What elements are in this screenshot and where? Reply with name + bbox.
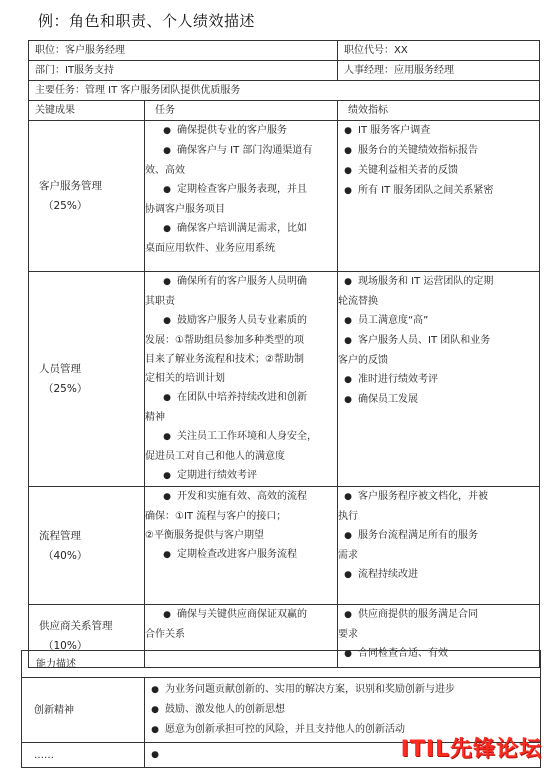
outcome-weight: （10%） xyxy=(43,640,88,652)
bullet-icon: ● xyxy=(163,126,171,136)
header-task: 任务 xyxy=(155,105,175,116)
task-item xyxy=(145,625,337,644)
main-task: 主要任务：管理 IT 客户服务团队提供优质服务 xyxy=(35,85,241,96)
bullet-icon: ● xyxy=(344,277,352,287)
outcome-name: 流程管理 xyxy=(39,529,81,542)
task-item xyxy=(145,369,337,388)
bullet-icon: ● xyxy=(344,316,352,326)
item-text: 在团队中培养持续改进和创新 xyxy=(177,392,307,403)
item-text: 员工满意度“高” xyxy=(358,315,429,326)
info-row-2 xyxy=(29,61,540,81)
item-text: 确保所有的客户服务人员明确 xyxy=(177,276,307,287)
item-text: 定相关的培训计划 xyxy=(145,373,225,384)
ability-item xyxy=(149,700,536,720)
ability-header: 能力描述 xyxy=(36,658,76,670)
perf-item xyxy=(338,390,539,410)
task-item xyxy=(145,526,337,545)
perf-list xyxy=(338,272,539,410)
item-text: 定期检查改进客户服务流程 xyxy=(177,549,297,560)
perf-item xyxy=(338,141,539,161)
outcome-weight: （25%） xyxy=(43,200,88,212)
info-row-3 xyxy=(29,81,540,101)
task-item xyxy=(145,331,337,350)
perf-item xyxy=(338,161,539,181)
item-text: 准时进行绩效考评 xyxy=(358,374,438,385)
item-text: 鼓励客户服务人员专业素质的 xyxy=(177,315,307,326)
outcome-row xyxy=(29,487,540,605)
outcome-weight: （25%） xyxy=(43,383,88,395)
bullet-icon: ● xyxy=(163,224,171,234)
task-item xyxy=(145,272,337,292)
ability-name: 创新精神 xyxy=(34,704,74,716)
perf-list xyxy=(338,121,539,201)
item-text: 确保与关键供应商保证双赢的 xyxy=(177,609,307,620)
item-text: 确保员工发展 xyxy=(358,394,418,405)
tasks-list xyxy=(145,487,337,565)
info-row-1 xyxy=(29,41,540,61)
item-text: 关注员工工作环境和人身安全， xyxy=(177,431,317,442)
perf-item xyxy=(338,121,539,141)
task-item xyxy=(145,545,337,565)
item-text: 确保客户培训满足需求，比如 xyxy=(177,223,307,234)
item-text: 关键利益相关者的反馈 xyxy=(358,165,458,176)
perf-item xyxy=(338,292,539,311)
bullet-icon: ● xyxy=(163,277,171,287)
item-text: 鼓励、激发他人的创新思想 xyxy=(165,704,285,715)
item-text: 发展：①帮助组员参加多种类型的项 xyxy=(145,335,304,346)
header-perf: 绩效指标 xyxy=(348,105,388,116)
bullet-icon: ● xyxy=(344,570,352,580)
position-code: 职位代号：XX xyxy=(344,45,408,56)
outcome-name: 供应商关系管理 xyxy=(39,620,113,632)
header-outcome: 关键成果 xyxy=(35,105,75,116)
forum-watermark: ITIL先锋论坛 xyxy=(400,737,542,762)
item-text: 其职责 xyxy=(145,296,175,307)
bullet-icon: ● xyxy=(344,610,352,620)
bullet-icon: ● xyxy=(344,395,352,405)
item-text: 效、高效 xyxy=(145,165,185,176)
bullet-icon: ● xyxy=(163,610,171,620)
bullet-icon: ● xyxy=(151,705,159,715)
task-item xyxy=(145,466,337,486)
item-text: 要求 xyxy=(338,629,358,640)
task-item xyxy=(145,427,337,447)
perf-item xyxy=(338,370,539,390)
perf-item xyxy=(338,625,539,644)
bullet-icon: ● xyxy=(344,649,352,659)
hr-manager: 人事经理：应用服务经理 xyxy=(344,65,454,76)
header-row xyxy=(29,101,540,121)
perf-item xyxy=(338,351,539,370)
item-text: IT 服务客户调查 xyxy=(358,125,431,136)
bullet-icon: ● xyxy=(344,492,352,502)
item-text: 促进员工对自己和他人的满意度 xyxy=(145,451,285,462)
tasks-list xyxy=(145,272,337,486)
item-text: 轮流替换 xyxy=(338,296,378,307)
bullet-icon: ● xyxy=(163,471,171,481)
perf-item xyxy=(338,605,539,625)
bullet-icon: ● xyxy=(151,685,159,695)
bullet-icon: ● xyxy=(344,336,352,346)
item-text: 合同检查合适、有效 xyxy=(358,648,448,659)
item-text: 供应商提供的服务满足合同 xyxy=(358,609,478,620)
bullet-icon: ● xyxy=(163,146,171,156)
task-item xyxy=(145,200,337,219)
perf-item xyxy=(338,311,539,331)
item-text: 桌面应用软件、业务应用系统 xyxy=(145,243,275,254)
bullet-icon: ● xyxy=(163,492,171,502)
item-text: 开发和实施有效、高效的流程 xyxy=(177,491,307,502)
bullet-icon: ● xyxy=(344,375,352,385)
outcome-weight: （40%） xyxy=(43,549,88,562)
task-item xyxy=(145,219,337,239)
task-item xyxy=(145,447,337,466)
item-text: 协调客户服务项目 xyxy=(145,204,225,215)
perf-item xyxy=(338,526,539,546)
perf-item xyxy=(338,181,539,201)
task-item xyxy=(145,292,337,311)
item-text: 客户的反馈 xyxy=(338,355,388,366)
perf-item xyxy=(338,487,539,507)
bullet-icon: ● xyxy=(344,126,352,136)
position-label: 职位：客户服务经理 xyxy=(35,45,125,56)
bullet-icon: ● xyxy=(151,750,159,760)
bullet-icon: ● xyxy=(344,531,352,541)
task-item xyxy=(145,141,337,161)
item-text: 流程持续改进 xyxy=(358,569,418,580)
task-item xyxy=(145,350,337,369)
item-text: 确保：①IT 流程与客户的接口； xyxy=(145,511,287,522)
ability-item xyxy=(149,680,536,700)
item-text: 精神 xyxy=(145,412,165,423)
perf-list xyxy=(338,487,539,585)
task-item xyxy=(145,121,337,141)
task-item xyxy=(145,507,337,526)
task-item xyxy=(145,605,337,625)
bullet-icon: ● xyxy=(163,185,171,195)
ability-header-row xyxy=(22,651,541,678)
item-text: 确保提供专业的客户服务 xyxy=(177,125,287,136)
item-text: 服务台流程满足所有的服务 xyxy=(358,530,478,541)
item-text: 所有 IT 服务团队之间关系紧密 xyxy=(358,185,494,196)
item-text: 定期进行绩效考评 xyxy=(177,470,257,481)
task-item xyxy=(145,388,337,408)
task-item xyxy=(145,408,337,427)
page-title: 例：角色和职责、个人绩效描述 xyxy=(38,12,256,30)
dept-label: 部门：IT服务支持 xyxy=(35,65,115,76)
bullet-icon: ● xyxy=(344,166,352,176)
ability-name: …… xyxy=(34,749,54,761)
bullet-icon: ● xyxy=(344,186,352,196)
perf-item xyxy=(338,546,539,565)
item-text: 为业务问题贡献创新的、实用的解决方案，识别和奖励创新与进步 xyxy=(165,684,455,695)
perf-item xyxy=(338,272,539,292)
bullet-icon: ● xyxy=(163,550,171,560)
item-text: 执行 xyxy=(338,511,358,522)
perf-item xyxy=(338,507,539,526)
item-text: 现场服务和 IT 运营团队的定期 xyxy=(358,276,494,287)
item-text: 目来了解业务流程和技术；②帮助制 xyxy=(145,354,304,365)
bullet-icon: ● xyxy=(151,725,159,735)
item-text: 确保客户与 IT 部门沟通渠道有 xyxy=(177,145,313,156)
item-text: 需求 xyxy=(338,550,358,561)
bullet-icon: ● xyxy=(163,393,171,403)
item-text: 愿意为创新承担可控的风险，并且支持他人的创新活动 xyxy=(165,724,405,735)
bullet-icon: ● xyxy=(163,432,171,442)
item-text: 客户服务人员、IT 团队和业务 xyxy=(358,335,491,346)
item-text: 合作关系 xyxy=(145,629,185,640)
role-table xyxy=(28,40,540,668)
tasks-list xyxy=(145,605,337,644)
bullet-icon: ● xyxy=(344,146,352,156)
perf-item xyxy=(338,331,539,351)
outcome-name: 人员管理 xyxy=(39,363,81,375)
item-text: ②平衡服务提供与客户期望 xyxy=(145,530,264,541)
task-item xyxy=(145,311,337,331)
task-item xyxy=(145,180,337,200)
item-text: 客户服务程序被文档化，并被 xyxy=(358,491,488,502)
tasks-list xyxy=(145,121,337,258)
outcome-name: 客户服务管理 xyxy=(39,180,102,192)
task-item xyxy=(145,161,337,180)
perf-item xyxy=(338,565,539,585)
bullet-icon: ● xyxy=(163,316,171,326)
item-text: 服务台的关键绩效指标报告 xyxy=(358,145,478,156)
outcome-row xyxy=(29,121,540,272)
task-item xyxy=(145,487,337,507)
item-text: 定期检查客户服务表现，并且 xyxy=(177,184,307,195)
outcome-row xyxy=(29,272,540,487)
task-item xyxy=(145,239,337,258)
